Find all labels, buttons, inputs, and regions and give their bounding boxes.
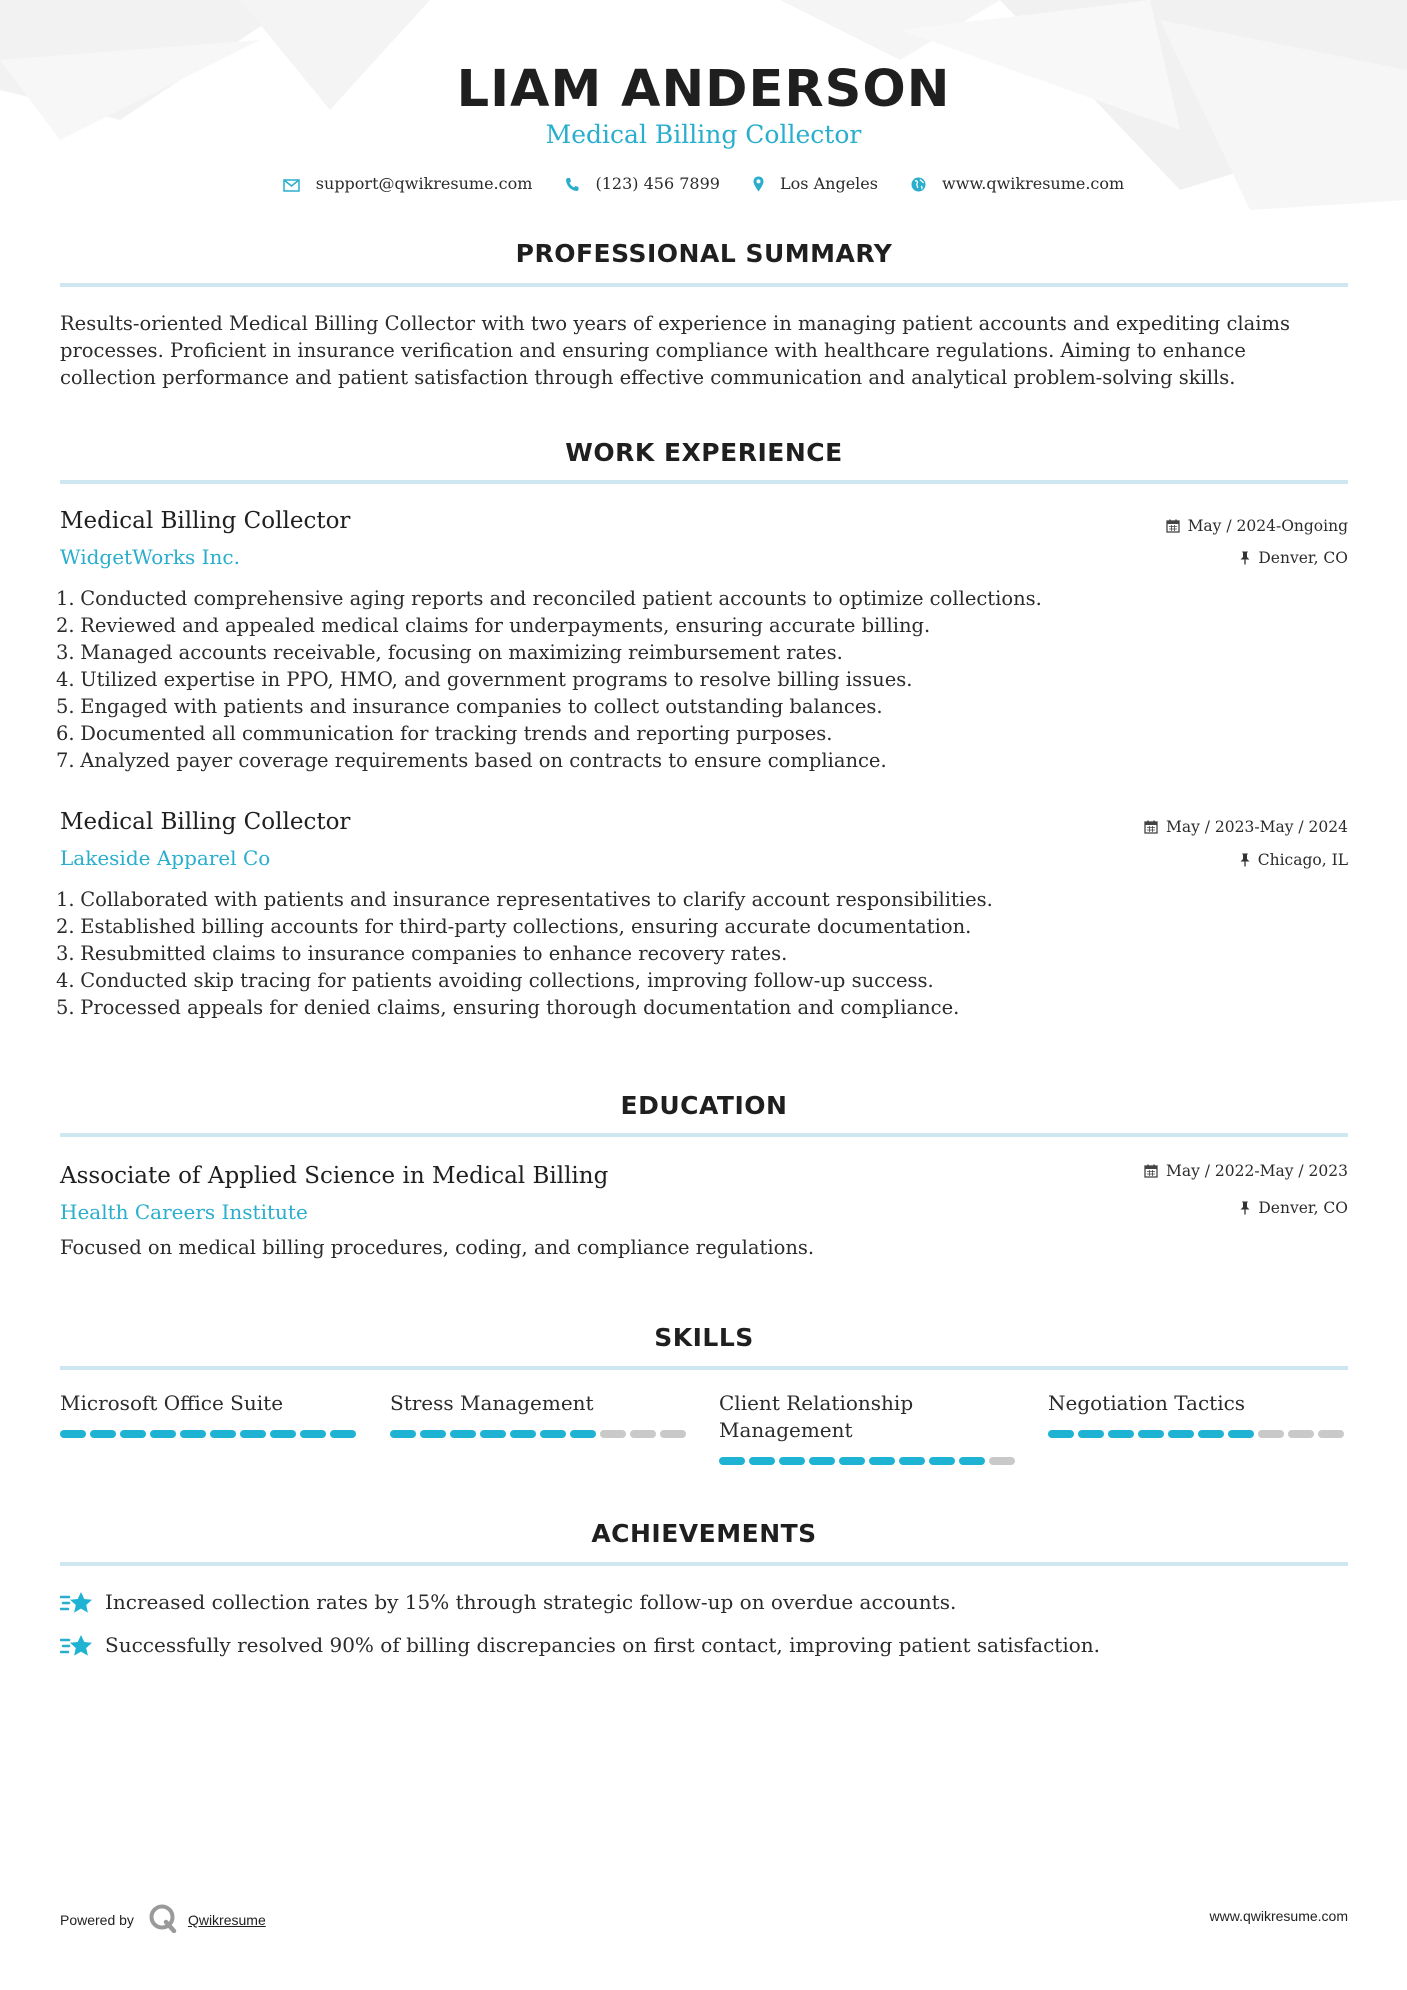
- job-2-dates: [1144, 816, 1348, 838]
- skill-dot-filled: [809, 1457, 835, 1465]
- phone-icon: [565, 177, 579, 192]
- education-dates: [1144, 1160, 1348, 1182]
- skill-dot-filled: [180, 1430, 206, 1438]
- skill-dot-filled: [929, 1457, 955, 1465]
- footer-url[interactable]: www.qwikresume.com: [1209, 1908, 1348, 1924]
- job-2-dates-text: May / 2023-May / 2024: [1165, 818, 1348, 836]
- skill-dot-filled: [300, 1430, 326, 1438]
- skill-dot-filled: [1228, 1430, 1254, 1438]
- skill-dot-filled: [570, 1430, 596, 1438]
- qwikresume-logo-icon: [148, 1903, 178, 1933]
- contact-website-text: www.qwikresume.com: [942, 174, 1125, 193]
- skill-level-bar: [390, 1430, 690, 1439]
- skill-dot-filled: [899, 1457, 925, 1465]
- skill-dot-filled: [839, 1457, 865, 1465]
- skill-name: Negotiation Tactics: [1048, 1391, 1246, 1415]
- skills-heading: SKILLS: [654, 1323, 754, 1352]
- contact-email[interactable]: [283, 172, 533, 196]
- list-item: 2. Established billing accounts for third-party collections, ensuring accurate documentation.: [56, 915, 972, 938]
- skill-dot-filled: [420, 1430, 446, 1438]
- skill-dot-filled: [240, 1430, 266, 1438]
- candidate-name: LIAM ANDERSON: [456, 60, 951, 119]
- list-item: 1. Collaborated with patients and insurance representatives to clarify account responsibilities.: [56, 888, 993, 911]
- job-1-title: Medical Billing Collector: [60, 508, 351, 534]
- list-item: 4. Conducted skip tracing for patients avoiding collections, improving follow-up success.: [56, 969, 934, 992]
- job-2-title: Medical Billing Collector: [60, 809, 351, 835]
- skill-dot-filled: [390, 1430, 416, 1438]
- skill-item: [390, 1390, 690, 1417]
- skill-dot-filled: [540, 1430, 566, 1438]
- skill-dot-empty: [660, 1430, 686, 1438]
- skill-dot-filled: [1078, 1430, 1104, 1438]
- list-item: 3. Resubmitted claims to insurance companies to enhance recovery rates.: [56, 942, 788, 965]
- job-1-company: WidgetWorks Inc.: [60, 545, 240, 569]
- skill-item: [60, 1390, 360, 1417]
- skill-level-bar: [719, 1457, 1019, 1466]
- list-item: 3. Managed accounts receivable, focusing on maximizing reimbursement rates.: [56, 641, 843, 664]
- contact-location: [753, 172, 878, 196]
- powered-by-label: Powered by: [60, 1912, 134, 1928]
- skill-dot-filled: [150, 1430, 176, 1438]
- list-item: 2. Reviewed and appealed medical claims for underpayments, ensuring accurate billing.: [56, 614, 931, 637]
- qwikresume-link[interactable]: Qwikresume: [187, 1912, 266, 1928]
- map-pin-icon: [753, 176, 764, 192]
- job-1-dates: [1166, 515, 1348, 537]
- achievement-text: Successfully resolved 90% of billing discrepancies on first contact, improving patient satisfaction.: [105, 1633, 1101, 1657]
- summary-text: Results-oriented Medical Billing Collector with two years of experience in managing patient accounts and expediting claims processes. Proficient in insurance verification and ensuring compliance with healthcare regulations. Aiming to enhance collection performance and patient satisfaction through effective communication and analytical problem-solving skills.: [60, 312, 1290, 389]
- job-1-location-text: Denver, CO: [1258, 549, 1348, 567]
- footer-powered-by: [60, 1903, 266, 1933]
- envelope-icon: [283, 179, 300, 192]
- skill-name: Client Relationship Management: [719, 1391, 914, 1442]
- skill-dot-empty: [600, 1430, 626, 1438]
- contact-phone-text: (123) 456 7899: [595, 174, 720, 193]
- list-item: 7. Analyzed payer coverage requirements based on contracts to ensure compliance.: [56, 749, 887, 772]
- job-2-location: [1240, 849, 1348, 871]
- skill-dot-filled: [90, 1430, 116, 1438]
- education-location: [1240, 1197, 1348, 1219]
- list-item: 1. Conducted comprehensive aging reports and reconciled patient accounts to optimize collections.: [56, 587, 1042, 610]
- contact-website[interactable]: [911, 172, 1124, 196]
- achievement-text: Increased collection rates by 15% through strategic follow-up on overdue accounts.: [105, 1590, 957, 1614]
- skill-dot-filled: [779, 1457, 805, 1465]
- skill-level-bar: [1048, 1430, 1348, 1439]
- skill-dot-filled: [1138, 1430, 1164, 1438]
- skill-dot-filled: [1198, 1430, 1224, 1438]
- education-description: Focused on medical billing procedures, coding, and compliance regulations.: [60, 1236, 815, 1259]
- skill-dot-empty: [630, 1430, 656, 1438]
- skill-dot-empty: [989, 1457, 1015, 1465]
- skill-dot-filled: [330, 1430, 356, 1438]
- skill-name: Microsoft Office Suite: [60, 1391, 284, 1415]
- list-item: 6. Documented all communication for tracking trends and reporting purposes.: [56, 722, 833, 745]
- skill-dot-filled: [270, 1430, 296, 1438]
- skill-dot-filled: [1108, 1430, 1134, 1438]
- skill-dot-empty: [1288, 1430, 1314, 1438]
- skill-dot-filled: [1168, 1430, 1194, 1438]
- achievements-divider: [60, 1562, 1348, 1566]
- skill-dot-filled: [1048, 1430, 1074, 1438]
- job-1-dates-text: May / 2024-Ongoing: [1187, 517, 1348, 535]
- contact-bar: [0, 172, 1407, 196]
- job-2-responsibilities: [56, 886, 1340, 1021]
- experience-heading: WORK EXPERIENCE: [565, 438, 843, 467]
- calendar-icon: [1166, 519, 1180, 533]
- contact-location-text: Los Angeles: [780, 174, 878, 193]
- job-1-location: [1240, 547, 1348, 569]
- contact-email-text: support@qwikresume.com: [315, 174, 533, 193]
- experience-divider: [60, 480, 1348, 484]
- summary-divider: [60, 283, 1348, 287]
- skills-divider: [60, 1366, 1348, 1370]
- education-divider: [60, 1133, 1348, 1137]
- job-2-location-text: Chicago, IL: [1257, 851, 1348, 869]
- calendar-icon: [1144, 1164, 1158, 1178]
- star-badge-icon: [60, 1588, 94, 1618]
- skill-name: Stress Management: [390, 1391, 594, 1415]
- pushpin-icon: [1240, 853, 1250, 867]
- calendar-icon: [1144, 820, 1158, 834]
- skill-dot-empty: [1258, 1430, 1284, 1438]
- skill-dot-filled: [719, 1457, 745, 1465]
- education-location-text: Denver, CO: [1258, 1199, 1348, 1217]
- candidate-role: Medical Billing Collector: [545, 120, 862, 149]
- pushpin-icon: [1240, 551, 1250, 565]
- star-badge-icon: [60, 1631, 94, 1661]
- list-item: 4. Utilized expertise in PPO, HMO, and government programs to resolve billing issues.: [56, 668, 913, 691]
- contact-phone[interactable]: [565, 172, 719, 196]
- job-1-responsibilities: [56, 585, 1340, 774]
- skill-dot-filled: [959, 1457, 985, 1465]
- skill-dot-filled: [749, 1457, 775, 1465]
- job-2-company: Lakeside Apparel Co: [60, 846, 271, 870]
- education-heading: EDUCATION: [620, 1091, 788, 1120]
- skill-item: [1048, 1390, 1348, 1417]
- skill-dot-filled: [60, 1430, 86, 1438]
- skill-dot-empty: [1318, 1430, 1344, 1438]
- education-school: Health Careers Institute: [60, 1200, 308, 1224]
- globe-icon: [911, 177, 926, 192]
- skill-dot-filled: [210, 1430, 236, 1438]
- achievements-heading: ACHIEVEMENTS: [591, 1519, 817, 1548]
- skill-dot-filled: [869, 1457, 895, 1465]
- list-item: 5. Processed appeals for denied claims, ensuring thorough documentation and compliance.: [56, 996, 960, 1019]
- summary-heading: PROFESSIONAL SUMMARY: [515, 239, 893, 268]
- skill-dot-filled: [480, 1430, 506, 1438]
- skill-dot-filled: [510, 1430, 536, 1438]
- education-dates-text: May / 2022-May / 2023: [1165, 1162, 1348, 1180]
- skill-dot-filled: [450, 1430, 476, 1438]
- list-item: 5. Engaged with patients and insurance companies to collect outstanding balances.: [56, 695, 883, 718]
- skill-item: [719, 1390, 1019, 1444]
- skill-level-bar: [60, 1430, 360, 1439]
- education-degree: Associate of Applied Science in Medical Billing: [60, 1163, 609, 1189]
- pushpin-icon: [1240, 1201, 1250, 1215]
- skill-dot-filled: [120, 1430, 146, 1438]
